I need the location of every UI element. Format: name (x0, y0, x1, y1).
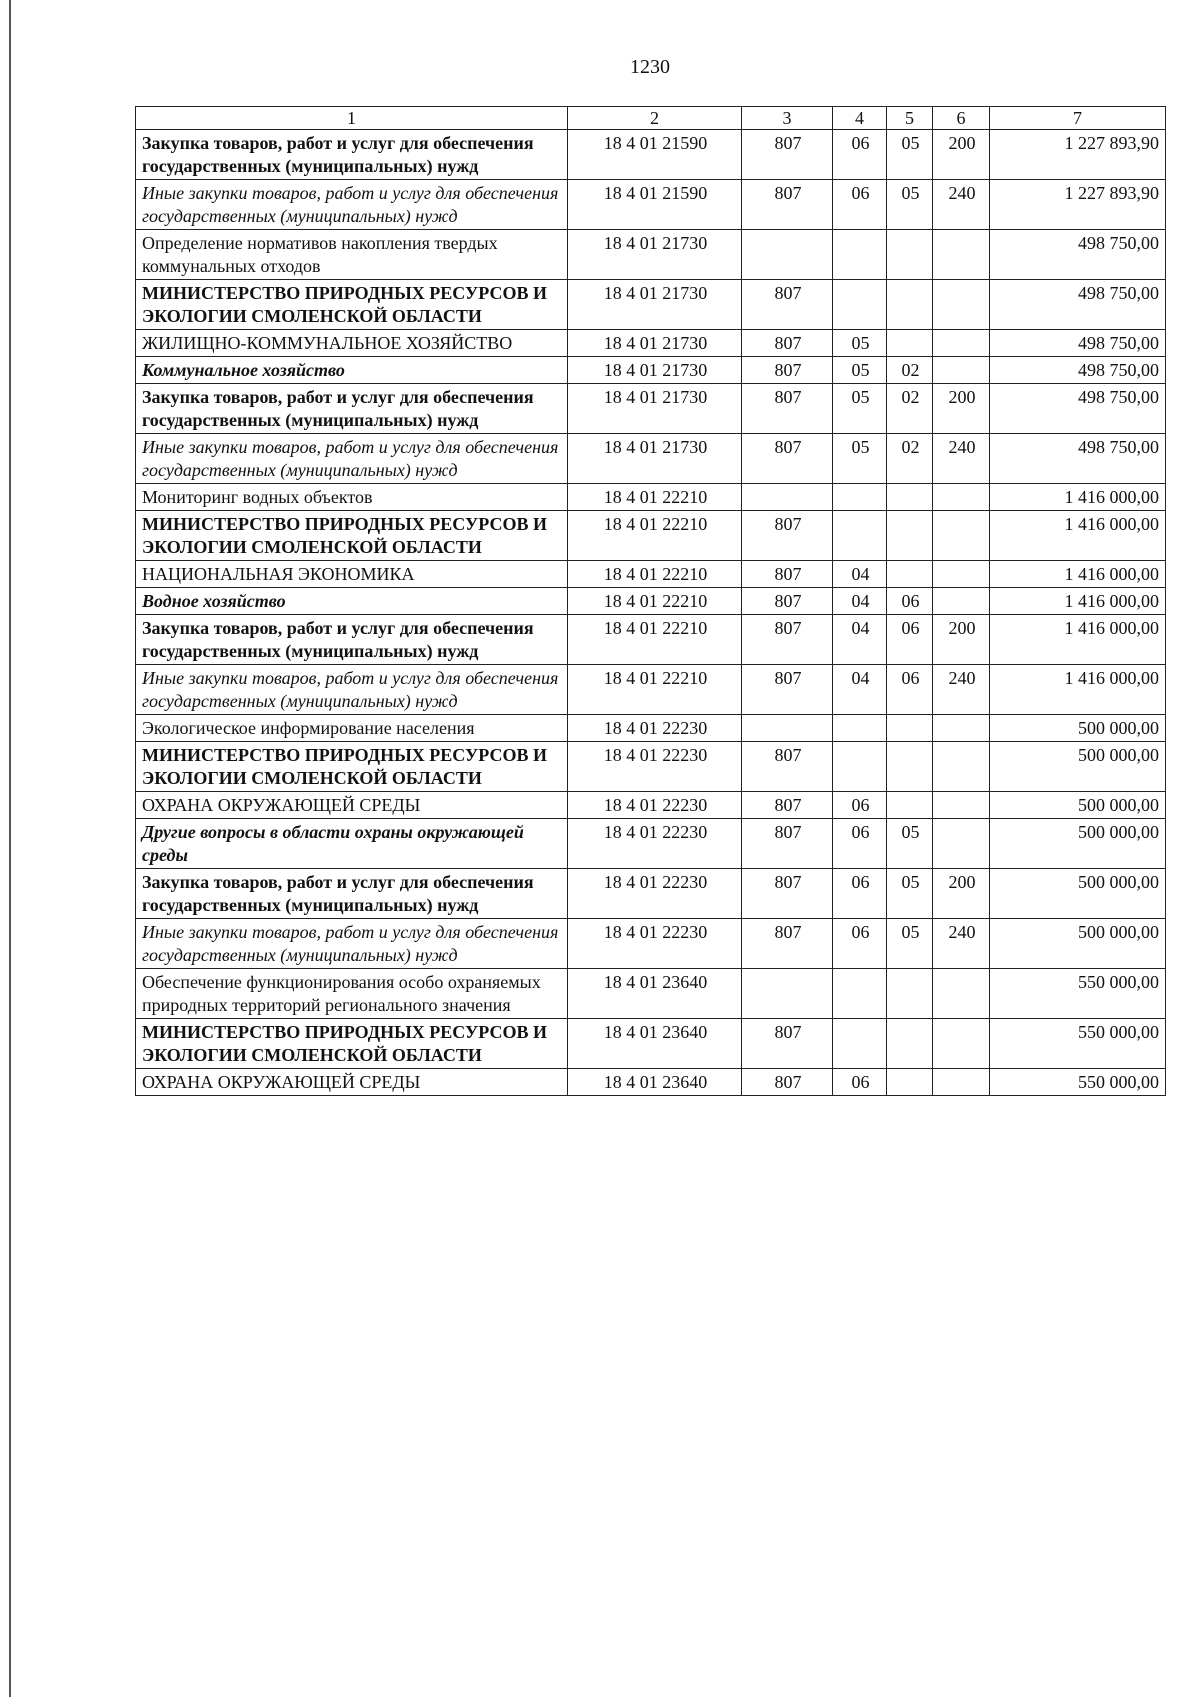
ministry-code: 807 (742, 280, 833, 330)
subsection-code: 05 (887, 919, 933, 969)
subsection-code (887, 330, 933, 357)
expense-type-code (933, 819, 990, 869)
subsection-code: 05 (887, 180, 933, 230)
expense-type-code: 200 (933, 130, 990, 180)
table-row (136, 919, 1166, 969)
ministry-code: 807 (742, 434, 833, 484)
row-name: Закупка товаров, работ и услуг для обеспечения государственных (муниципальных) нужд (136, 384, 568, 434)
expense-type-code: 240 (933, 180, 990, 230)
target-code: 18 4 01 22210 (568, 511, 742, 561)
ministry-code: 807 (742, 869, 833, 919)
subsection-code (887, 742, 933, 792)
ministry-code (742, 969, 833, 1019)
column-header: 6 (933, 107, 990, 130)
column-header: 1 (136, 107, 568, 130)
expense-type-code (933, 280, 990, 330)
ministry-code: 807 (742, 665, 833, 715)
column-header: 3 (742, 107, 833, 130)
section-code (833, 1019, 887, 1069)
ministry-code (742, 715, 833, 742)
row-name: Обеспечение функционирования особо охраняемых природных территорий регионального значения (136, 969, 568, 1019)
section-code: 05 (833, 330, 887, 357)
expense-type-code (933, 792, 990, 819)
amount: 500 000,00 (990, 819, 1166, 869)
table-body (136, 107, 1166, 1096)
ministry-code: 807 (742, 511, 833, 561)
subsection-code (887, 561, 933, 588)
row-name: ОХРАНА ОКРУЖАЮЩЕЙ СРЕДЫ (136, 1069, 568, 1096)
expense-type-code: 240 (933, 665, 990, 715)
subsection-code (887, 280, 933, 330)
row-name: Водное хозяйство (136, 588, 568, 615)
subsection-code: 05 (887, 130, 933, 180)
amount: 1 227 893,90 (990, 130, 1166, 180)
subsection-code (887, 1069, 933, 1096)
subsection-code: 06 (887, 615, 933, 665)
expense-type-code: 200 (933, 869, 990, 919)
row-name: Коммунальное хозяйство (136, 357, 568, 384)
row-name: МИНИСТЕРСТВО ПРИРОДНЫХ РЕСУРСОВ И ЭКОЛОГИИ СМОЛЕНСКОЙ ОБЛАСТИ (136, 511, 568, 561)
row-name: Закупка товаров, работ и услуг для обеспечения государственных (муниципальных) нужд (136, 615, 568, 665)
target-code: 18 4 01 22210 (568, 561, 742, 588)
ministry-code: 807 (742, 1019, 833, 1069)
table-row (136, 180, 1166, 230)
section-code: 04 (833, 561, 887, 588)
subsection-code (887, 1019, 933, 1069)
table-row (136, 1069, 1166, 1096)
section-code: 06 (833, 792, 887, 819)
section-code (833, 484, 887, 511)
target-code: 18 4 01 22230 (568, 919, 742, 969)
ministry-code: 807 (742, 819, 833, 869)
section-code: 06 (833, 869, 887, 919)
amount: 1 416 000,00 (990, 615, 1166, 665)
table-row (136, 969, 1166, 1019)
ministry-code: 807 (742, 742, 833, 792)
ministry-code: 807 (742, 330, 833, 357)
ministry-code: 807 (742, 919, 833, 969)
table-row (136, 715, 1166, 742)
row-name: МИНИСТЕРСТВО ПРИРОДНЫХ РЕСУРСОВ И ЭКОЛОГИИ СМОЛЕНСКОЙ ОБЛАСТИ (136, 742, 568, 792)
section-code: 06 (833, 130, 887, 180)
ministry-code: 807 (742, 588, 833, 615)
expense-type-code (933, 230, 990, 280)
section-code: 06 (833, 1069, 887, 1096)
table-row (136, 357, 1166, 384)
column-header: 5 (887, 107, 933, 130)
expense-type-code (933, 484, 990, 511)
target-code: 18 4 01 21590 (568, 130, 742, 180)
scan-margin-line (9, 0, 11, 1697)
amount: 1 416 000,00 (990, 588, 1166, 615)
row-name: Определение нормативов накопления твердых коммунальных отходов (136, 230, 568, 280)
amount: 498 750,00 (990, 230, 1166, 280)
row-name: Другие вопросы в области охраны окружающей среды (136, 819, 568, 869)
table-row (136, 484, 1166, 511)
amount: 1 416 000,00 (990, 484, 1166, 511)
table-row (136, 665, 1166, 715)
section-code: 06 (833, 919, 887, 969)
amount: 1 416 000,00 (990, 561, 1166, 588)
target-code: 18 4 01 21590 (568, 180, 742, 230)
table-row (136, 819, 1166, 869)
ministry-code (742, 230, 833, 280)
subsection-code: 05 (887, 869, 933, 919)
amount: 500 000,00 (990, 742, 1166, 792)
column-header: 2 (568, 107, 742, 130)
ministry-code: 807 (742, 384, 833, 434)
row-name: Иные закупки товаров, работ и услуг для обеспечения государственных (муниципальных) нужд (136, 434, 568, 484)
row-name: Иные закупки товаров, работ и услуг для обеспечения государственных (муниципальных) нужд (136, 180, 568, 230)
amount: 1 416 000,00 (990, 665, 1166, 715)
expense-type-code (933, 357, 990, 384)
expense-type-code (933, 330, 990, 357)
table-row (136, 330, 1166, 357)
ministry-code: 807 (742, 792, 833, 819)
amount: 498 750,00 (990, 384, 1166, 434)
amount: 1 416 000,00 (990, 511, 1166, 561)
row-name: Иные закупки товаров, работ и услуг для обеспечения государственных (муниципальных) нужд (136, 665, 568, 715)
amount: 550 000,00 (990, 1019, 1166, 1069)
target-code: 18 4 01 22230 (568, 715, 742, 742)
expense-type-code (933, 715, 990, 742)
table-row (136, 869, 1166, 919)
subsection-code: 06 (887, 588, 933, 615)
target-code: 18 4 01 21730 (568, 384, 742, 434)
amount: 1 227 893,90 (990, 180, 1166, 230)
amount: 500 000,00 (990, 792, 1166, 819)
subsection-code (887, 969, 933, 1019)
section-code (833, 969, 887, 1019)
budget-table (135, 106, 1166, 1096)
amount: 498 750,00 (990, 357, 1166, 384)
subsection-code: 06 (887, 665, 933, 715)
table-row (136, 280, 1166, 330)
target-code: 18 4 01 22230 (568, 819, 742, 869)
table-row (136, 742, 1166, 792)
target-code: 18 4 01 21730 (568, 330, 742, 357)
ministry-code: 807 (742, 357, 833, 384)
column-header: 4 (833, 107, 887, 130)
target-code: 18 4 01 22210 (568, 484, 742, 511)
expense-type-code (933, 588, 990, 615)
subsection-code (887, 792, 933, 819)
target-code: 18 4 01 22210 (568, 615, 742, 665)
ministry-code: 807 (742, 1069, 833, 1096)
section-code: 04 (833, 665, 887, 715)
target-code: 18 4 01 21730 (568, 230, 742, 280)
column-header: 7 (990, 107, 1166, 130)
column-header-row (136, 107, 1166, 130)
table-row (136, 130, 1166, 180)
target-code: 18 4 01 22210 (568, 588, 742, 615)
subsection-code (887, 715, 933, 742)
section-code: 05 (833, 357, 887, 384)
expense-type-code: 240 (933, 919, 990, 969)
expense-type-code: 200 (933, 615, 990, 665)
subsection-code (887, 484, 933, 511)
amount: 498 750,00 (990, 434, 1166, 484)
section-code (833, 511, 887, 561)
table-row (136, 615, 1166, 665)
row-name: Закупка товаров, работ и услуг для обеспечения государственных (муниципальных) нужд (136, 869, 568, 919)
amount: 550 000,00 (990, 1069, 1166, 1096)
ministry-code: 807 (742, 130, 833, 180)
table-row (136, 434, 1166, 484)
section-code: 04 (833, 588, 887, 615)
section-code: 06 (833, 180, 887, 230)
target-code: 18 4 01 22230 (568, 742, 742, 792)
row-name: Мониторинг водных объектов (136, 484, 568, 511)
section-code: 04 (833, 615, 887, 665)
section-code: 06 (833, 819, 887, 869)
section-code: 05 (833, 434, 887, 484)
row-name: ОХРАНА ОКРУЖАЮЩЕЙ СРЕДЫ (136, 792, 568, 819)
subsection-code (887, 230, 933, 280)
subsection-code: 02 (887, 357, 933, 384)
section-code (833, 715, 887, 742)
amount: 498 750,00 (990, 330, 1166, 357)
ministry-code (742, 484, 833, 511)
section-code: 05 (833, 384, 887, 434)
target-code: 18 4 01 22230 (568, 792, 742, 819)
ministry-code: 807 (742, 615, 833, 665)
amount: 498 750,00 (990, 280, 1166, 330)
row-name: Закупка товаров, работ и услуг для обеспечения государственных (муниципальных) нужд (136, 130, 568, 180)
table-row (136, 792, 1166, 819)
target-code: 18 4 01 23640 (568, 969, 742, 1019)
expense-type-code (933, 742, 990, 792)
expense-type-code: 240 (933, 434, 990, 484)
row-name: МИНИСТЕРСТВО ПРИРОДНЫХ РЕСУРСОВ И ЭКОЛОГИИ СМОЛЕНСКОЙ ОБЛАСТИ (136, 1019, 568, 1069)
target-code: 18 4 01 21730 (568, 357, 742, 384)
row-name: Экологическое информирование населения (136, 715, 568, 742)
target-code: 18 4 01 23640 (568, 1069, 742, 1096)
row-name: Иные закупки товаров, работ и услуг для обеспечения государственных (муниципальных) нужд (136, 919, 568, 969)
section-code (833, 742, 887, 792)
target-code: 18 4 01 21730 (568, 280, 742, 330)
row-name: ЖИЛИЩНО-КОММУНАЛЬНОЕ ХОЗЯЙСТВО (136, 330, 568, 357)
expense-type-code (933, 511, 990, 561)
subsection-code: 05 (887, 819, 933, 869)
row-name: МИНИСТЕРСТВО ПРИРОДНЫХ РЕСУРСОВ И ЭКОЛОГИИ СМОЛЕНСКОЙ ОБЛАСТИ (136, 280, 568, 330)
expense-type-code (933, 1069, 990, 1096)
amount: 500 000,00 (990, 919, 1166, 969)
section-code (833, 230, 887, 280)
table-row (136, 384, 1166, 434)
expense-type-code (933, 561, 990, 588)
target-code: 18 4 01 22230 (568, 869, 742, 919)
target-code: 18 4 01 22210 (568, 665, 742, 715)
table-row (136, 1019, 1166, 1069)
subsection-code: 02 (887, 384, 933, 434)
amount: 500 000,00 (990, 869, 1166, 919)
ministry-code: 807 (742, 180, 833, 230)
section-code (833, 280, 887, 330)
expense-type-code (933, 1019, 990, 1069)
ministry-code: 807 (742, 561, 833, 588)
subsection-code (887, 511, 933, 561)
target-code: 18 4 01 23640 (568, 1019, 742, 1069)
amount: 550 000,00 (990, 969, 1166, 1019)
table-row (136, 561, 1166, 588)
target-code: 18 4 01 21730 (568, 434, 742, 484)
row-name: НАЦИОНАЛЬНАЯ ЭКОНОМИКА (136, 561, 568, 588)
expense-type-code: 200 (933, 384, 990, 434)
table-row (136, 511, 1166, 561)
amount: 500 000,00 (990, 715, 1166, 742)
expense-type-code (933, 969, 990, 1019)
subsection-code: 02 (887, 434, 933, 484)
page-number: 1230 (630, 56, 670, 78)
table-row (136, 588, 1166, 615)
table-row (136, 230, 1166, 280)
